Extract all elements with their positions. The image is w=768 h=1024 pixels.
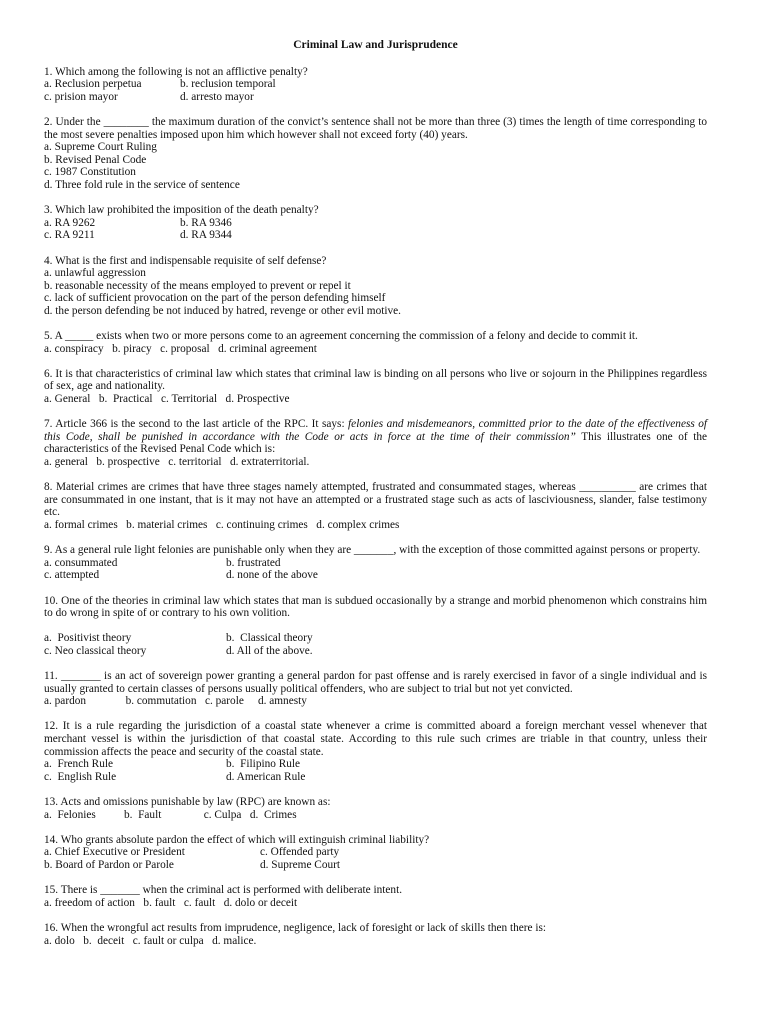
options-row [44, 217, 707, 230]
option-c: c. lack of sufficient provocation on the part of the person defending himself [44, 292, 386, 305]
option-d: d. arresto mayor [180, 90, 254, 103]
question-10 [44, 595, 707, 658]
question-12 [44, 720, 707, 783]
option-a: a. French Rule [44, 758, 114, 771]
option-b: b. Revised Penal Code [44, 153, 147, 166]
question-15 [44, 884, 707, 909]
options-row [44, 645, 707, 658]
question-13 [44, 796, 707, 821]
options-line: a. Felonies b. Fault c. Culpa d. Crimes [44, 808, 297, 821]
question-text: 8. Material crimes are crimes that have three stages namely attempted, frustrated and consummated stages, whereas __________ are crimes that are consummated in one instant, that is it may not have an attempted or a frustrated stage such as acts of lasciviousness, slander, false testimony etc. [44, 481, 707, 519]
options-line: a. freedom of action b. fault c. fault d. dolo or deceit [44, 896, 298, 909]
question-text-end: This illustrates one of the characteristics of the Revised Penal Code which is: [44, 430, 708, 456]
quoted-article-text: felonies and misdemeanors, committed prior to the date of the effectiveness of this Code, shall be punished in accordance with the Code or acts in force at the time of their commission” [44, 418, 707, 443]
question-2 [44, 116, 707, 192]
option-a: a. Reclusion perpetua [44, 78, 142, 91]
question-text-start: 7. Article 366 is the second to the last article of the RPC. It says: [44, 418, 349, 431]
options-line: a. General b. Practical c. Territorial d. Prospective [44, 393, 290, 406]
options-line: a. pardon b. commutation c. parole d. amnesty [44, 695, 307, 708]
question-text: 4. What is the first and indispensable requisite of self defense? [44, 254, 327, 267]
option-b: b. RA 9346 [180, 216, 232, 229]
options-row [44, 78, 707, 91]
option-d: d. RA 9344 [180, 229, 232, 242]
question-text: 12. It is a rule regarding the jurisdiction of a coastal state whenever a crime is committed aboard a foreign merchant vessel whenever that merchant vessel is within the jurisdiction of that coastal state. According to this rule such crimes are triable in that country, unless their commission affects the peace and security of the coastal state. [44, 720, 707, 758]
question-text: 1. Which among the following is not an afflictive penalty? [44, 65, 308, 78]
question-4 [44, 255, 707, 318]
options-line: a. formal crimes b. material crimes c. continuing crimes d. complex crimes [44, 518, 400, 531]
question-7 [44, 418, 707, 468]
question-8 [44, 481, 707, 531]
option-c: c. attempted [44, 569, 100, 582]
question-text [44, 418, 707, 456]
question-3 [44, 204, 707, 242]
option-a: a. Positivist theory [44, 632, 132, 645]
question-1 [44, 66, 707, 104]
option-d: d. Three fold rule in the service of sentence [44, 178, 240, 191]
question-text: 3. Which law prohibited the imposition of the death penalty? [44, 204, 319, 217]
option-b: b. Classical theory [226, 632, 313, 645]
document-page [44, 39, 707, 960]
option-b: b. reasonable necessity of the means employed to prevent or repel it [44, 279, 351, 292]
options-row [44, 91, 707, 104]
question-text: 2. Under the ________ the maximum duration of the convict’s sentence shall not be more than three (3) times the length of time corresponding to the most severe penalties imposed upon him which however shall not exceed forty (40) years. [44, 115, 707, 141]
question-6 [44, 368, 707, 406]
option-a: a. consummated [44, 556, 118, 569]
question-9 [44, 544, 707, 582]
option-a: a. Chief Executive or President [44, 846, 185, 859]
options-row [44, 557, 707, 570]
question-5 [44, 330, 707, 355]
options-line: a. general b. prospective c. territorial d. extraterritorial. [44, 456, 310, 468]
options-row [44, 846, 707, 859]
question-text: 15. There is _______ when the criminal act is performed with deliberate intent. [44, 884, 403, 897]
question-text: 5. A _____ exists when two or more persons come to an agreement concerning the commission of a felony and decide to commit it. [44, 330, 638, 343]
options-row [44, 758, 707, 771]
question-16 [44, 922, 707, 947]
option-d: d. the person defending be not induced by hatred, revenge or other evil motive. [44, 304, 401, 317]
question-text: 10. One of the theories in criminal law which states that man is subdued occasionally by a strange and morbid phenomenon which constrains him to do wrong in spite of or contrary to his own volition. [44, 594, 707, 620]
option-b: b. reclusion temporal [180, 78, 276, 91]
options-row [44, 632, 707, 645]
question-text: 13. Acts and omissions punishable by law (RPC) are known as: [44, 796, 331, 809]
option-b: b. frustrated [226, 556, 281, 569]
option-a: a. Supreme Court Ruling [44, 141, 157, 154]
options-row [44, 859, 707, 872]
question-text: 16. When the wrongful act results from imprudence, negligence, lack of foresight or lack of skills then there is: [44, 921, 547, 934]
options-row [44, 569, 707, 582]
option-a: a. RA 9262 [44, 216, 96, 229]
options-row [44, 229, 707, 242]
option-d: d. none of the above [226, 569, 318, 582]
option-d: d. American Rule [226, 770, 306, 783]
page-title: Criminal Law and Jurisprudence [293, 39, 458, 51]
option-c: c. Neo classical theory [44, 644, 147, 657]
option-c: c. RA 9211 [44, 229, 95, 242]
question-text: 9. As a general rule light felonies are punishable only when they are _______, with the exception of those committed against persons or property. [44, 544, 701, 557]
option-c: c. 1987 Constitution [44, 166, 136, 179]
option-d: d. Supreme Court [260, 859, 341, 871]
question-11 [44, 670, 707, 708]
options-line: a. conspiracy b. piracy c. proposal d. criminal agreement [44, 342, 317, 355]
options-line: a. dolo b. deceit c. fault or culpa d. malice. [44, 934, 257, 947]
question-text: 6. It is that characteristics of criminal law which states that criminal law is binding on all persons who live or sojourn in the Philippines regardless of sex, age and nationality. [44, 367, 707, 393]
option-b: b. Filipino Rule [226, 758, 301, 771]
option-c: c. prision mayor [44, 90, 118, 103]
option-c: c. Offended party [260, 846, 340, 859]
option-d: d. All of the above. [226, 644, 313, 657]
question-14 [44, 834, 707, 872]
question-text: 14. Who grants absolute pardon the effect of which will extinguish criminal liability? [44, 833, 430, 846]
options-row [44, 771, 707, 784]
option-a: a. unlawful aggression [44, 267, 146, 280]
option-b: b. Board of Pardon or Parole [44, 859, 174, 871]
question-text: 11. _______ is an act of sovereign power granting a general pardon for past offense and is rarely exercised in favor of a single individual and is usually granted to certain classes of persons usually political offenders, who are subject to trial but not yet convicted. [44, 670, 707, 695]
option-c: c. English Rule [44, 770, 117, 783]
